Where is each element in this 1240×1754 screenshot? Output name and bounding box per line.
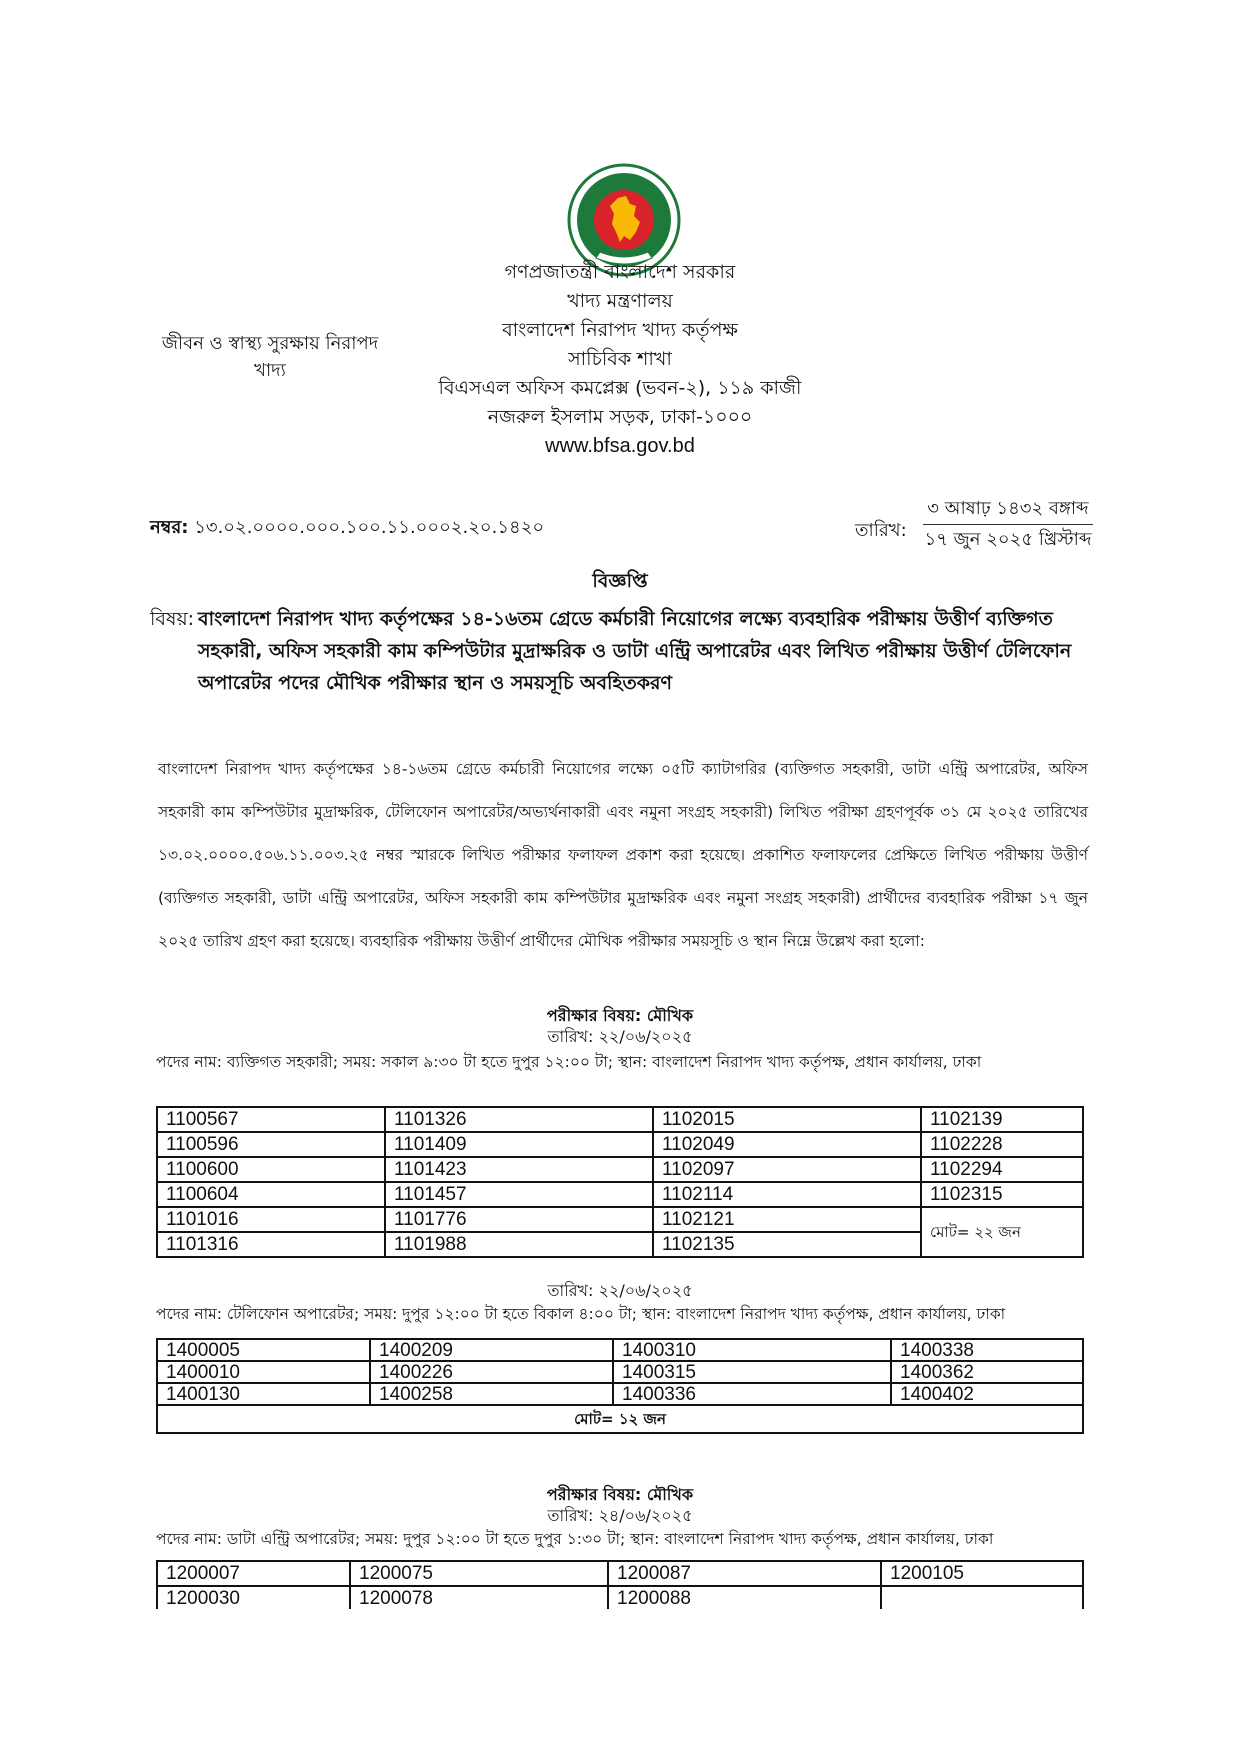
table-row — [157, 1157, 1083, 1182]
table-row — [157, 1405, 1083, 1433]
roll-cell: 1102228 — [921, 1132, 1083, 1157]
section-date: তারিখ: ২২/০৬/২০২৫ — [547, 1281, 693, 1300]
roll-cell: 1200075 — [350, 1561, 608, 1586]
total-count: মোট= ২২ জন — [921, 1207, 1083, 1257]
roll-cell: 1200088 — [608, 1586, 881, 1611]
roll-cell: 1200078 — [350, 1586, 608, 1611]
subject — [150, 603, 1080, 699]
roll-cell: 1400005 — [157, 1339, 370, 1361]
roll-cell: 1100600 — [157, 1157, 385, 1182]
table-row — [157, 1361, 1083, 1383]
table-row — [157, 1207, 1083, 1232]
roll-cell: 1101776 — [385, 1207, 653, 1232]
subject-text: বাংলাদেশ নিরাপদ খাদ্য কর্তৃপক্ষের ১৪-১৬তম গ্রেডে কর্মচারী নিয়োগের লক্ষ্যে ব্যবহারিক পরীক্ষায় উত্তীর্ণ ব্যক্তিগত সহকারী, অফিস সহকারী কাম কম্পিউটার মুদ্রাক্ষরিক ও ডাটা এন্ট্রি অপারেটর এবং লিখিত পরীক্ষায় উত্তীর্ণ টেলিফোন অপারেটর পদের মৌখিক পরীক্ষার স্থান ও সময়সূচি অবহিতকরণ — [198, 608, 1072, 694]
section-date: তারিখ: ২২/০৬/২০২৫ — [547, 1027, 693, 1046]
roll-cell: 1101988 — [385, 1232, 653, 1257]
roll-cell: 1200030 — [157, 1586, 350, 1611]
subject-label: বিষয়: — [150, 608, 195, 630]
roll-cell: 1200087 — [608, 1561, 881, 1586]
date-bangla: ৩ আষাঢ় ১৪৩২ বঙ্গাব্দ — [923, 494, 1093, 525]
roll-cell: 1101423 — [385, 1157, 653, 1182]
org-line: খাদ্য মন্ত্রণালয় — [567, 290, 673, 312]
memo-number — [150, 513, 544, 544]
roll-cell: 1400258 — [370, 1383, 613, 1405]
slogan-line: জীবন ও স্বাস্থ্য সুরক্ষায় নিরাপদ — [161, 333, 379, 354]
roll-cell: 1102049 — [653, 1132, 921, 1157]
roll-cell: 1400310 — [613, 1339, 891, 1361]
roll-cell: 1100596 — [157, 1132, 385, 1157]
roll-cell: 1400338 — [891, 1339, 1083, 1361]
roll-cell: 1102015 — [653, 1107, 921, 1132]
roll-cell: 1102097 — [653, 1157, 921, 1182]
roll-cell: 1400315 — [613, 1361, 891, 1383]
notice-title: বিজ্ঞপ্তি — [592, 570, 648, 592]
org-line: বিএসএল অফিস কমপ্লেক্স (ভবন-২), ১১৯ কাজী — [438, 377, 802, 399]
org-line: বাংলাদেশ নিরাপদ খাদ্য কর্তৃপক্ষ — [502, 319, 738, 341]
roll-cell: 1101316 — [157, 1232, 385, 1257]
roll-cell — [881, 1586, 1083, 1611]
roll-cell: 1400336 — [613, 1383, 891, 1405]
org-line: গণপ্রজাতন্ত্রী বাংলাদেশ সরকার — [504, 261, 736, 283]
roll-cell: 1102294 — [921, 1157, 1083, 1182]
table-row — [157, 1182, 1083, 1207]
org-line: সাচিবিক শাখা — [568, 348, 672, 370]
table-row — [157, 1339, 1083, 1361]
table-row — [157, 1107, 1083, 1132]
page-bottom-margin — [0, 1609, 1240, 1754]
roll-cell: 1200105 — [881, 1561, 1083, 1586]
memo-label: নম্বর: — [150, 517, 189, 538]
table-row — [157, 1132, 1083, 1157]
date-gregorian: ১৭ জুন ২০২৫ খ্রিস্টাব্দ — [924, 529, 1092, 550]
section-heading: পরীক্ষার বিষয়: মৌখিক — [546, 1006, 694, 1025]
section-date: তারিখ: ২৪/০৬/২০২৫ — [547, 1506, 693, 1525]
total-count: মোট= ১২ জন — [157, 1405, 1083, 1433]
roll-cell: 1102139 — [921, 1107, 1083, 1132]
org-line: নজরুল ইসলাম সড়ক, ঢাকা-১০০০ — [487, 406, 753, 428]
section-info: পদের নাম: ডাটা এন্ট্রি অপারেটর; সময়: দুপুর ১২:০০ টা হতে দুপুর ১:৩০ টা; স্থান: বাংলাদেশ নিরাপদ খাদ্য কর্তৃপক্ষ, প্রধান কার্যালয়, ঢাকা — [156, 1530, 994, 1548]
roll-table-telephone-operator — [156, 1338, 1084, 1434]
roll-cell: 1100604 — [157, 1182, 385, 1207]
memo-value: ১৩.০২.০০০০.০০০.১০০.১১.০০০২.২০.১৪২০ — [194, 517, 545, 538]
roll-cell: 1101409 — [385, 1132, 653, 1157]
roll-cell: 1101457 — [385, 1182, 653, 1207]
table-row — [157, 1586, 1083, 1611]
roll-table-personal-assistant — [156, 1106, 1084, 1258]
section-info: পদের নাম: ব্যক্তিগত সহকারী; সময়: সকাল ৯:৩০ টা হতে দুপুর ১২:০০ টা; স্থান: বাংলাদেশ নিরাপদ খাদ্য কর্তৃপক্ষ, প্রধান কার্যালয়, ঢাকা — [156, 1053, 982, 1071]
letterhead — [330, 258, 910, 461]
roll-cell: 1102135 — [653, 1232, 921, 1257]
roll-cell: 1101326 — [385, 1107, 653, 1132]
roll-cell: 1400130 — [157, 1383, 370, 1405]
roll-cell: 1200007 — [157, 1561, 350, 1586]
roll-cell: 1400226 — [370, 1361, 613, 1383]
roll-cell: 1100567 — [157, 1107, 385, 1132]
roll-cell: 1400402 — [891, 1383, 1083, 1405]
roll-cell: 1400209 — [370, 1339, 613, 1361]
body-paragraph: বাংলাদেশ নিরাপদ খাদ্য কর্তৃপক্ষের ১৪-১৬তম গ্রেডে কর্মচারী নিয়োগের লক্ষ্যে ০৫টি ক্যাটাগরির (ব্যক্তিগত সহকারী, ডাটা এন্ট্রি অপারেটর, অফিস সহকারী কাম কম্পিউটার মুদ্রাক্ষরিক, টেলিফোন অপারেটর/অভ্যর্থনাকারী এবং নমুনা সংগ্রহ সহকারী) লিখিত পরীক্ষা গ্রহণপূর্বক ৩১ মে ২০২৫ তারিখের ১৩.০২.০০০০.৫০৬.১১.০০৩.২৫ নম্বর স্মারকে লিখিত পরীক্ষার ফলাফল প্রকাশ করা হয়েছে। প্রকাশিত ফলাফলের প্রেক্ষিতে লিখিত পরীক্ষায় উত্তীর্ণ (ব্যক্তিগত সহকারী, ডাটা এন্ট্রি অপারেটর, অফিস সহকারী কাম কম্পিউটার মুদ্রাক্ষরিক এবং নমুনা সংগ্রহ সহকারী) প্রার্থীদের ব্যবহারিক পরীক্ষা ১৭ জুন ২০২৫ তারিখ গ্রহণ করা হয়েছে। ব্যবহারিক পরীক্ষায় উত্তীর্ণ প্রার্থীদের মৌখিক পরীক্ষার সময়সূচি ও স্থান নিম্নে উল্লেখ করা হলো: — [158, 760, 1088, 950]
section-info: পদের নাম: টেলিফোন অপারেটর; সময়: দুপুর ১২:০০ টা হতে বিকাল ৪:০০ টা; স্থান: বাংলাদেশ নিরাপদ খাদ্য কর্তৃপক্ষ, প্রধান কার্যালয়, ঢাকা — [156, 1305, 1006, 1323]
website-link[interactable]: www.bfsa.gov.bd — [545, 435, 695, 457]
table-row — [157, 1561, 1083, 1586]
roll-cell: 1102121 — [653, 1207, 921, 1232]
roll-cell: 1400362 — [891, 1361, 1083, 1383]
roll-cell: 1101016 — [157, 1207, 385, 1232]
section-heading: পরীক্ষার বিষয়: মৌখিক — [546, 1485, 694, 1504]
slogan-line: খাদ্য — [254, 360, 286, 381]
roll-cell: 1102315 — [921, 1182, 1083, 1207]
date-label: তারিখ: — [855, 520, 907, 541]
roll-cell: 1102114 — [653, 1182, 921, 1207]
roll-cell: 1400010 — [157, 1361, 370, 1383]
table-row — [157, 1383, 1083, 1405]
